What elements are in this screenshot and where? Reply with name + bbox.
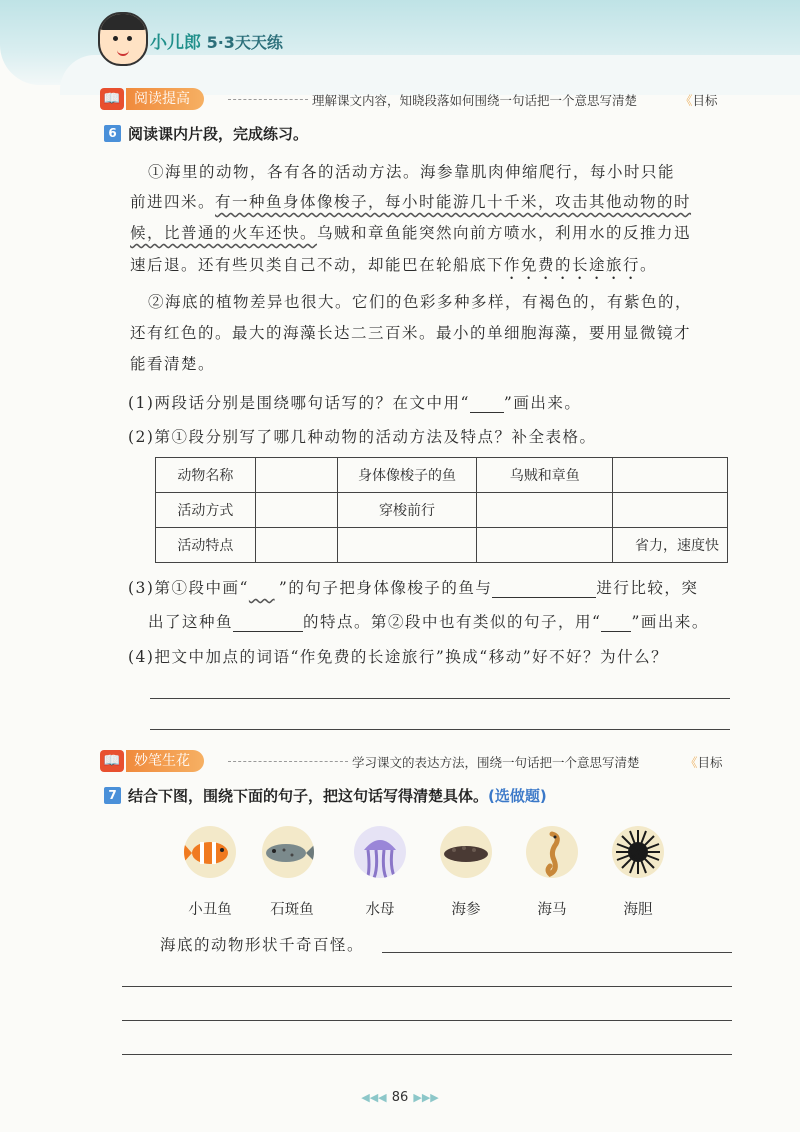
animal-label: 海参: [451, 902, 481, 918]
table-cell-blank[interactable]: [337, 528, 477, 563]
answer-line[interactable]: [122, 1054, 732, 1055]
section-title-writing: 妙笔生花: [126, 750, 204, 772]
animal-label: 水母: [365, 902, 395, 918]
clownfish-icon: [184, 826, 236, 878]
para1-line1: ①海里的动物，各有各的活动方法。海参靠肌肉伸缩爬行，每小时只能: [148, 163, 676, 181]
mascot-boy-icon: [98, 12, 148, 66]
section-divider: [228, 99, 308, 100]
animal-label: 小丑鱼: [188, 902, 232, 918]
page-number: 86: [391, 1090, 409, 1105]
section-title-reading: 阅读提高: [126, 88, 204, 110]
answer-blank[interactable]: [492, 579, 596, 598]
goal-arrow-icon: 《: [685, 755, 698, 770]
fill-in-table: [155, 457, 728, 563]
book-icon: 📖: [100, 88, 124, 110]
section-goal-text: 理解课文内容，知晓段落如何围绕一句话把一个意思写清楚: [312, 93, 638, 108]
table-cell: 穿梭前行: [337, 493, 477, 528]
section-divider: [228, 761, 348, 762]
table-cell-blank[interactable]: [613, 493, 728, 528]
para1-line2: 前进四米。有一种鱼身体像梭子，每小时能游几十千米，攻击其他动物的时: [130, 193, 692, 211]
table-cell: 乌贼和章鱼: [477, 458, 613, 493]
animal-label: 海胆: [623, 902, 653, 918]
left-arrows-icon: ◀◀◀: [361, 1091, 387, 1104]
book-icon: 📖: [100, 750, 124, 772]
animal-label: 石斑鱼: [270, 902, 314, 918]
question-number: 6: [104, 125, 121, 142]
wavy-underlined-sentence: 有一种鱼身体像梭子，每小时能游几十千米，攻击其他动物的时: [215, 193, 692, 211]
table-cell-blank[interactable]: [255, 458, 337, 493]
sea-urchin-icon: [612, 826, 664, 878]
sub-question-2: (2)第①段分别写了哪几种动物的活动方法及特点？补全表格。: [128, 428, 597, 446]
goal-badge: 《目标: [685, 755, 723, 770]
table-cell-blank[interactable]: [477, 493, 613, 528]
grouper-fish-icon: [262, 826, 314, 878]
table-row: [156, 528, 728, 563]
answer-blank[interactable]: [601, 613, 631, 632]
brand-name: 小儿郎: [150, 33, 201, 53]
goal-badge: 《目标: [680, 93, 718, 108]
answer-line[interactable]: [122, 986, 732, 987]
jellyfish-icon: [354, 826, 406, 878]
optional-tag: (选做题): [488, 787, 547, 805]
answer-line[interactable]: [122, 1020, 732, 1021]
answer-blank[interactable]: [470, 394, 504, 413]
answer-line[interactable]: [150, 729, 730, 730]
para2-line3: 能看清楚。: [130, 355, 216, 373]
sub-question-3-line1: (3)第①段中画“ ”的句子把身体像梭子的鱼与 进行比较，突: [128, 579, 699, 597]
section-goal-text: 学习课文的表达方法，围绕一句话把一个意思写清楚: [352, 755, 640, 770]
seahorse-icon: [526, 826, 578, 878]
table-cell: 身体像梭子的鱼: [337, 458, 477, 493]
wavy-mark-sample: [249, 579, 279, 597]
question-title: 阅读课内片段，完成练习。: [128, 125, 309, 143]
answer-blank[interactable]: [233, 613, 303, 632]
series-name: 5·3天天练: [206, 33, 283, 52]
sub-question-1: (1)两段话分别是围绕哪句话写的？在文中用“ ”画出来。: [128, 394, 582, 412]
dotted-phrase: 作免费的长途旅行: [504, 256, 641, 274]
sub-question-4: (4)把文中加点的词语“作免费的长途旅行”换成“移动”好不好？为什么？: [128, 648, 669, 666]
goal-arrow-icon: 《: [680, 93, 693, 108]
table-cell: 省力，速度快: [613, 528, 728, 563]
table-header-cell: 活动方式: [156, 493, 256, 528]
table-cell-blank[interactable]: [613, 458, 728, 493]
sea-cucumber-icon: [440, 826, 492, 878]
brand-title: [150, 28, 283, 53]
sub-question-3-line2: 出了这种鱼 的特点。第②段中也有类似的句子，用“ ”画出来。: [148, 613, 709, 631]
table-cell-blank[interactable]: [255, 493, 337, 528]
page-footer: [340, 1086, 460, 1105]
question-title: 结合下图，围绕下面的句子，把这句话写得清楚具体。(选做题): [128, 787, 547, 805]
table-row: [156, 493, 728, 528]
table-header-cell: 活动特点: [156, 528, 256, 563]
table-header-cell: 动物名称: [156, 458, 256, 493]
table-cell-blank[interactable]: [255, 528, 337, 563]
right-arrows-icon: ▶▶▶: [413, 1091, 439, 1104]
prompt-sentence: 海底的动物形状千奇百怪。: [160, 936, 365, 954]
answer-line[interactable]: [150, 698, 730, 699]
table-cell-blank[interactable]: [477, 528, 613, 563]
question-number: 7: [104, 787, 121, 804]
animal-label: 海马: [537, 902, 567, 918]
para1-line4: 速后退。还有些贝类自己不动，却能巴在轮船底下作免费的长途旅行。: [130, 256, 658, 274]
table-row: [156, 458, 728, 493]
para2-line2: 还有红色的。最大的海藻长达二三百米。最小的单细胞海藻，要用显微镜才: [130, 324, 692, 342]
para1-line3: 候，比普通的火车还快。乌贼和章鱼能突然向前方喷水，利用水的反推力迅: [130, 224, 692, 242]
answer-line[interactable]: [382, 952, 732, 953]
para2-line1: ②海底的植物差异也很大。它们的色彩多种多样，有褐色的，有紫色的，: [148, 293, 693, 311]
